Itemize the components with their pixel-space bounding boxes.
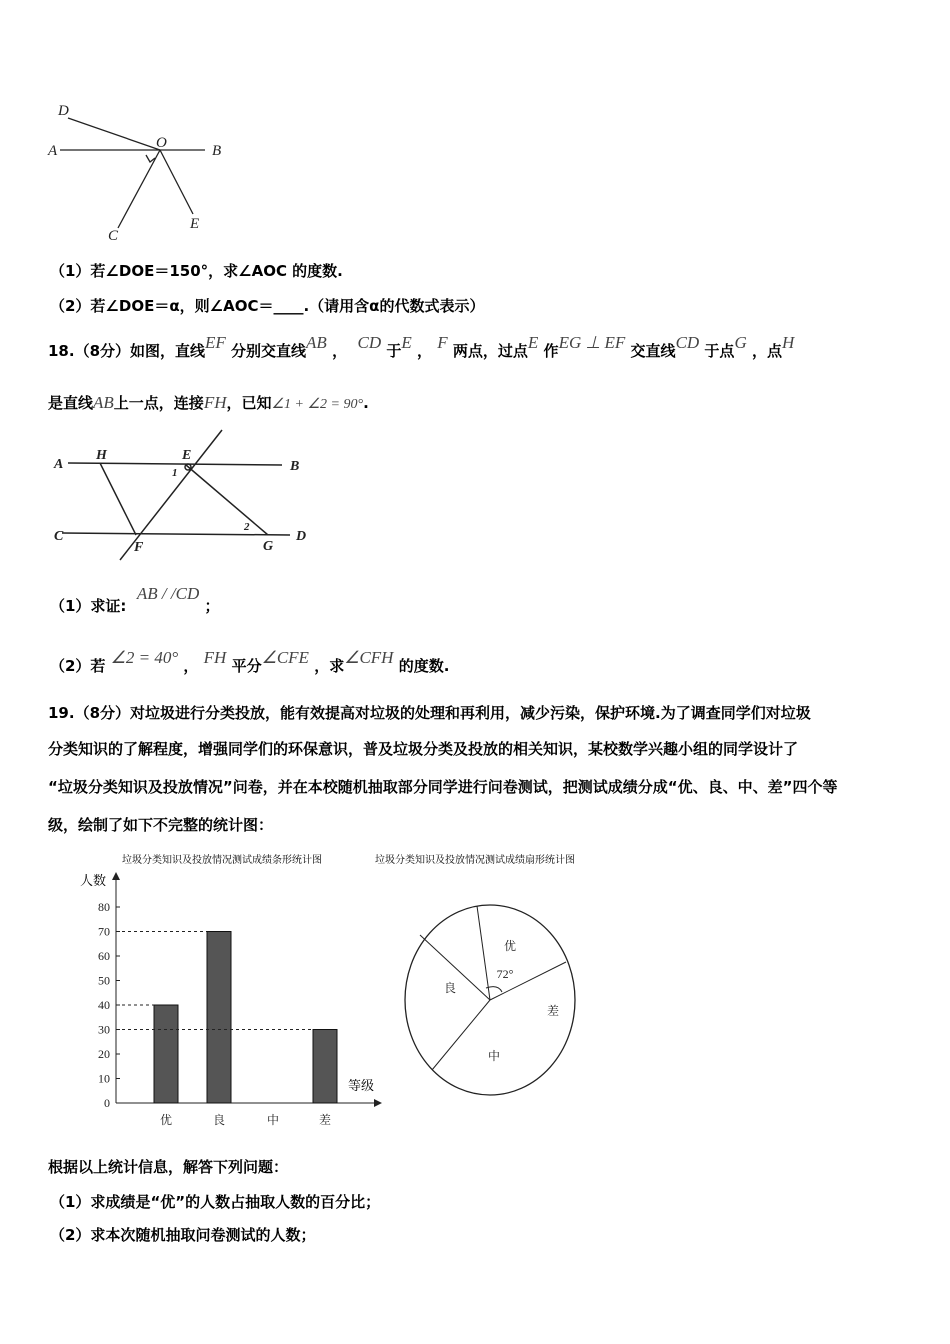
- q18-line2: 是直线AB上一点，连接FH，已知∠1 + ∠2 = 90°.: [48, 393, 369, 412]
- bar-差: [313, 1030, 337, 1104]
- label-B: B: [212, 143, 222, 159]
- label-A: A: [48, 143, 58, 159]
- y-tick-label: 30: [98, 1022, 110, 1037]
- label-F: F: [134, 540, 144, 555]
- pie-divider: [477, 906, 490, 1000]
- label-E: E: [182, 448, 192, 463]
- label-E: E: [190, 216, 200, 232]
- y-tick-label: 60: [98, 949, 110, 963]
- angle-annotation: 72°: [496, 967, 514, 981]
- q19-line: 级，绘制了如下不完整的统计图：: [48, 816, 274, 834]
- q19-line: “垃圾分类知识及投放情况”问卷，并在本校随机抽取部分同学进行问卷测试，把测试成绩分成“优、良、中、差”四个等: [48, 778, 838, 796]
- y-tick-label: 70: [98, 924, 110, 939]
- q18-line1: 18.（8分）如图，直线EF 分别交直线AB ， CD 于E ， F 两点，过点E 作EG ⊥ EF 交直线CD 于点G ，点H: [48, 333, 795, 360]
- y-tick-label: 50: [98, 973, 110, 988]
- x-tick-label: 优: [159, 1113, 173, 1127]
- bar-chart-title: 垃圾分类知识及投放情况测试成绩条形统计图: [122, 855, 322, 866]
- y-tick-label: 40: [98, 998, 110, 1012]
- x-tick-label: 中: [266, 1113, 280, 1127]
- label-G: G: [263, 539, 274, 554]
- bar-chart: [98, 872, 382, 1127]
- q17-part2: （2）若∠DOE＝α，则∠AOC＝____.（请用含α的代数式表示）: [50, 297, 485, 315]
- x-tick-label: 差: [318, 1113, 332, 1127]
- x-tick-label: 良: [212, 1113, 226, 1127]
- bar-良: [207, 932, 231, 1104]
- q19-question1: （1）求成绩是“优”的人数占抽取人数的百分比；: [50, 1193, 381, 1211]
- label-D: D: [58, 103, 69, 119]
- label-A: A: [54, 457, 64, 472]
- slice-label-差: 差: [546, 1004, 560, 1018]
- y-tick-label: 20: [98, 1047, 110, 1061]
- label-2: 2: [244, 521, 250, 533]
- pie-chart-title: 垃圾分类知识及投放情况测试成绩扇形统计图: [375, 855, 575, 866]
- slice-label-良: 良: [443, 981, 457, 995]
- q19-after: 根据以上统计信息，解答下列问题：: [48, 1158, 289, 1176]
- label-O: O: [156, 135, 167, 151]
- q19-line: 19.（8分）对垃圾进行分类投放，能有效提高对垃圾的处理和再利用，减少污染，保护环境.为了调查同学们对垃圾: [48, 704, 811, 722]
- q18-part2: （2）若 ∠2 = 40° ， FH 平分∠CFE ，求∠CFH 的度数.: [50, 648, 450, 675]
- bar-优: [154, 1005, 178, 1103]
- label-C: C: [54, 529, 64, 544]
- slice-label-优: 优: [503, 939, 517, 953]
- label-C: C: [108, 228, 119, 244]
- y-axis-arrow: [112, 872, 120, 880]
- q18-part1: （1）求证: AB / /CD ；: [50, 584, 220, 615]
- slice-label-中: 中: [487, 1049, 501, 1063]
- y-axis-label: 人数: [80, 873, 107, 888]
- label-H: H: [96, 448, 107, 463]
- x-axis-arrow: [374, 1099, 382, 1107]
- pie-chart: [405, 905, 575, 1095]
- y-tick-label: 10: [98, 1071, 110, 1086]
- figure-angles: [60, 118, 205, 228]
- label-1: 1: [172, 467, 178, 479]
- y-tick-label: 0: [104, 1096, 110, 1110]
- pie-divider: [432, 1000, 490, 1070]
- q19-line: 分类知识的了解程度，增强同学们的环保意识，普及垃圾分类及投放的相关知识，某校数学兴趣小组的同学设计了: [48, 740, 799, 758]
- label-D: D: [296, 529, 307, 544]
- x-axis-label: 等级: [348, 1078, 375, 1093]
- q19-question2: （2）求本次随机抽取问卷测试的人数；: [50, 1226, 316, 1244]
- y-tick-label: 80: [98, 900, 110, 914]
- q17-part1: （1）若∠DOE＝150°，求∠AOC 的度数.: [50, 262, 343, 280]
- label-B: B: [290, 459, 300, 474]
